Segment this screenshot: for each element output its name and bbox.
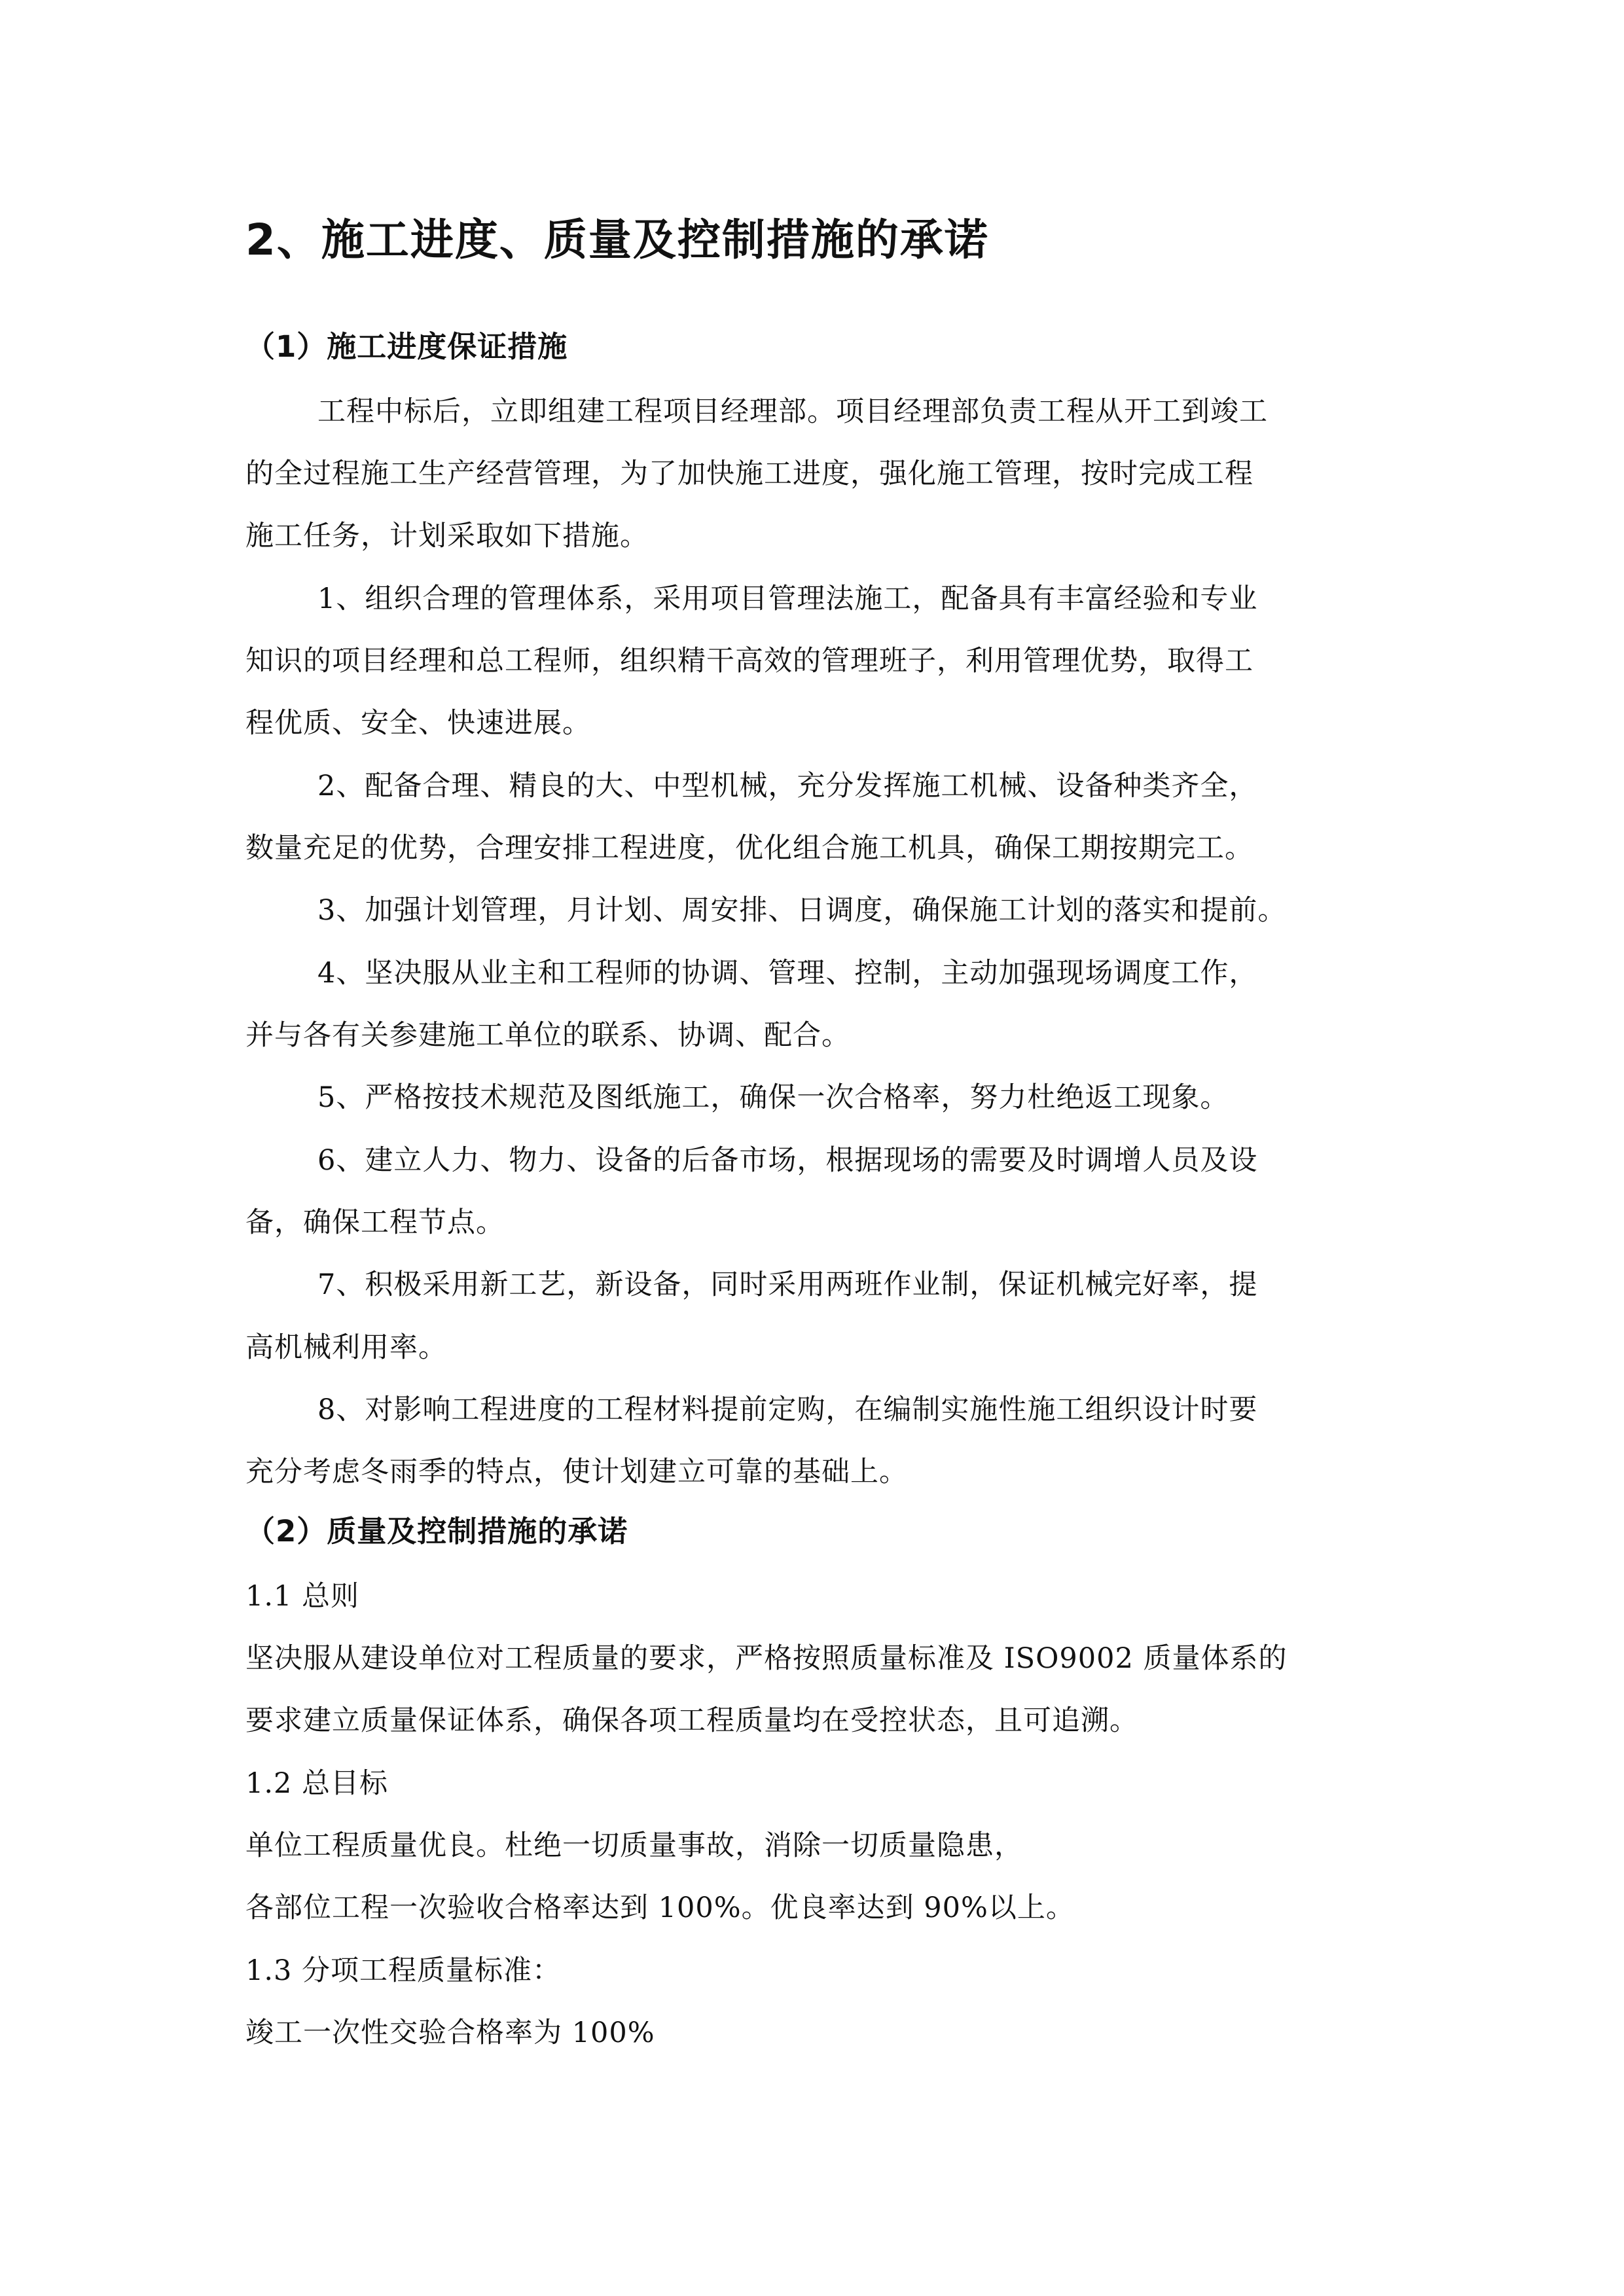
paragraph-line: 竣工一次性交验合格率为 100% [245,2017,655,2049]
list-item-line: 数量充足的优势，合理安排工程进度，优化组合施工机具，确保工期按期完工。 [245,832,1254,865]
list-item-line: 4、坚决服从业主和工程师的协调、管理、控制，主动加强现场调度工作， [317,957,1258,990]
subsection-heading: 1.3 分项工程质量标准： [245,1954,562,1987]
list-item-line: 1、组织合理的管理体系，采用项目管理法施工，配备具有丰富经验和专业 [317,583,1258,615]
paragraph-line: 坚决服从建设单位对工程质量的要求，严格按照质量标准及 ISO9002 质量体系的 [245,1642,1288,1675]
subsection-heading: 1.1 总则 [245,1580,360,1613]
paragraph-line: 的全过程施工生产经营管理，为了加快施工进度，强化施工管理，按时完成工程 [245,457,1254,490]
list-item-line: 充分考虑冬雨季的特点，使计划建立可靠的基础上。 [245,1456,908,1488]
list-item-line: 高机械利用率。 [245,1331,447,1364]
paragraph-line: 施工任务，计划采取如下措施。 [245,520,649,552]
section-heading-schedule: （1）施工进度保证措施 [245,329,568,364]
list-item-line: 6、建立人力、物力、设备的后备市场，根据现场的需要及时调增人员及设 [317,1144,1258,1177]
list-item-line: 备，确保工程节点。 [245,1206,505,1239]
paragraph-line: 要求建立质量保证体系，确保各项工程质量均在受控状态，且可追溯。 [245,1704,1138,1737]
page-title: 2、施工进度、质量及控制措施的承诺 [245,215,989,265]
list-item-line: 程优质、安全、快速进展。 [245,707,591,740]
list-item-line: 知识的项目经理和总工程师，组织精干高效的管理班子，利用管理优势，取得工 [245,645,1254,677]
list-item-line: 并与各有关参建施工单位的联系、协调、配合。 [245,1019,850,1052]
paragraph-line: 单位工程质量优良。杜绝一切质量事故，消除一切质量隐患， [245,1829,1023,1862]
list-item-line: 8、对影响工程进度的工程材料提前定购，在编制实施性施工组织设计时要 [317,1393,1258,1426]
paragraph-line: 各部位工程一次验收合格率达到 100%。优良率达到 90%以上。 [245,1892,1075,1924]
list-item-line: 2、配备合理、精良的大、中型机械，充分发挥施工机械、设备种类齐全， [317,770,1258,802]
list-item-line: 3、加强计划管理，月计划、周安排、日调度，确保施工计划的落实和提前。 [317,894,1287,927]
paragraph-line: 工程中标后，立即组建工程项目经理部。项目经理部负责工程从开工到竣工 [317,395,1268,428]
section-heading-quality: （2）质量及控制措施的承诺 [245,1514,628,1549]
list-item-line: 5、严格按技术规范及图纸施工，确保一次合格率，努力杜绝返工现象。 [317,1081,1229,1114]
list-item-line: 7、积极采用新工艺，新设备，同时采用两班作业制，保证机械完好率，提 [317,1268,1258,1301]
subsection-heading: 1.2 总目标 [245,1767,389,1800]
